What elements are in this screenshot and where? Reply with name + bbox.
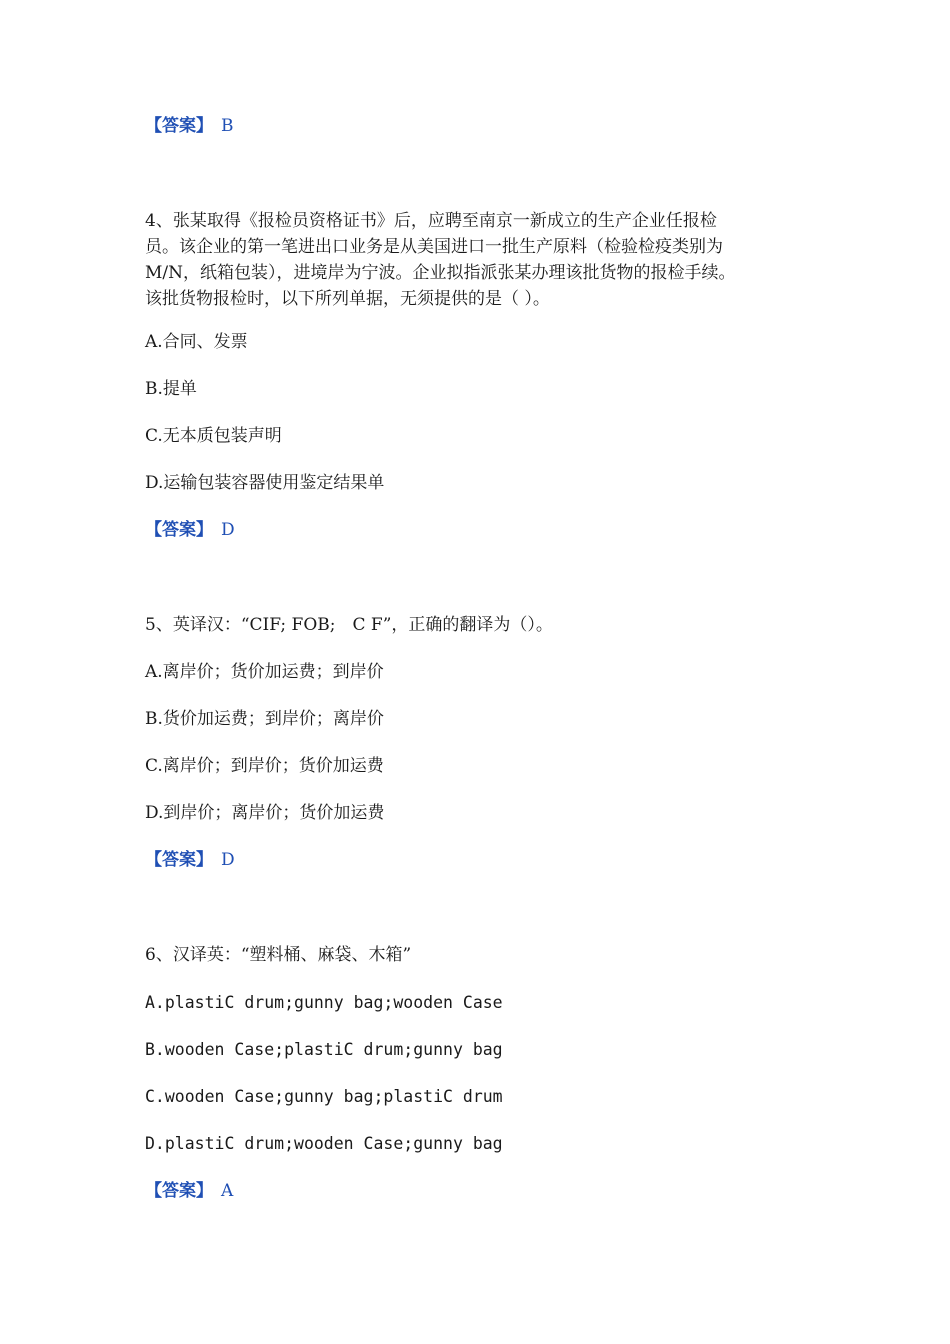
answer-value: D <box>221 520 235 540</box>
q6-option-c: C.wooden Case;gunny bag;plastiC drum <box>145 1087 503 1106</box>
q6-option-a: A.plastiC drum;gunny bag;wooden Case <box>145 993 503 1012</box>
q4-stem-line-4: 该批货物报检时，以下所列单据，无须提供的是（ ）。 <box>145 289 550 309</box>
q5-option-b: B.货价加运费；到岸价；离岸价 <box>145 709 384 729</box>
q6-answer <box>145 1180 233 1203</box>
q4-option-b: B.提单 <box>145 379 197 399</box>
q4-option-a: A.合同、发票 <box>145 332 248 352</box>
prev-answer <box>145 115 234 138</box>
answer-value: A <box>221 1181 234 1201</box>
q4-stem-line-3: M/N，纸箱包装），进境岸为宁波。企业拟指派张某办理该批货物的报检手续。 <box>145 263 736 283</box>
q4-stem-line-1: 4、张某取得《报检员资格证书》后，应聘至南京一新成立的生产企业任报检 <box>145 211 717 231</box>
q5-option-a: A.离岸价；货价加运费；到岸价 <box>145 662 384 682</box>
q4-option-c: C.无本质包装声明 <box>145 426 282 446</box>
answer-label: 【答案】 <box>145 116 213 136</box>
answer-label: 【答案】 <box>145 1181 213 1201</box>
q5-option-d: D.到岸价；离岸价；货价加运费 <box>145 803 385 823</box>
q5-stem: 5、英译汉：“CIF; FOB; C F”，正确的翻译为（）。 <box>145 615 553 635</box>
q4-option-d: D.运输包装容器使用鉴定结果单 <box>145 473 385 493</box>
q4-stem-line-2: 员。该企业的第一笔进出口业务是从美国进口一批生产原料（检验检疫类别为 <box>145 237 723 257</box>
q6-stem: 6、汉译英：“塑料桶、麻袋、木箱” <box>145 945 412 965</box>
answer-label: 【答案】 <box>145 850 213 870</box>
q4-answer <box>145 519 235 542</box>
answer-value: D <box>221 850 235 870</box>
q5-answer <box>145 849 235 872</box>
answer-value: B <box>221 116 234 136</box>
q6-option-b: B.wooden Case;plastiC drum;gunny bag <box>145 1040 503 1059</box>
q5-option-c: C.离岸价；到岸价；货价加运费 <box>145 756 384 776</box>
q6-option-d: D.plastiC drum;wooden Case;gunny bag <box>145 1134 503 1153</box>
answer-label: 【答案】 <box>145 520 213 540</box>
